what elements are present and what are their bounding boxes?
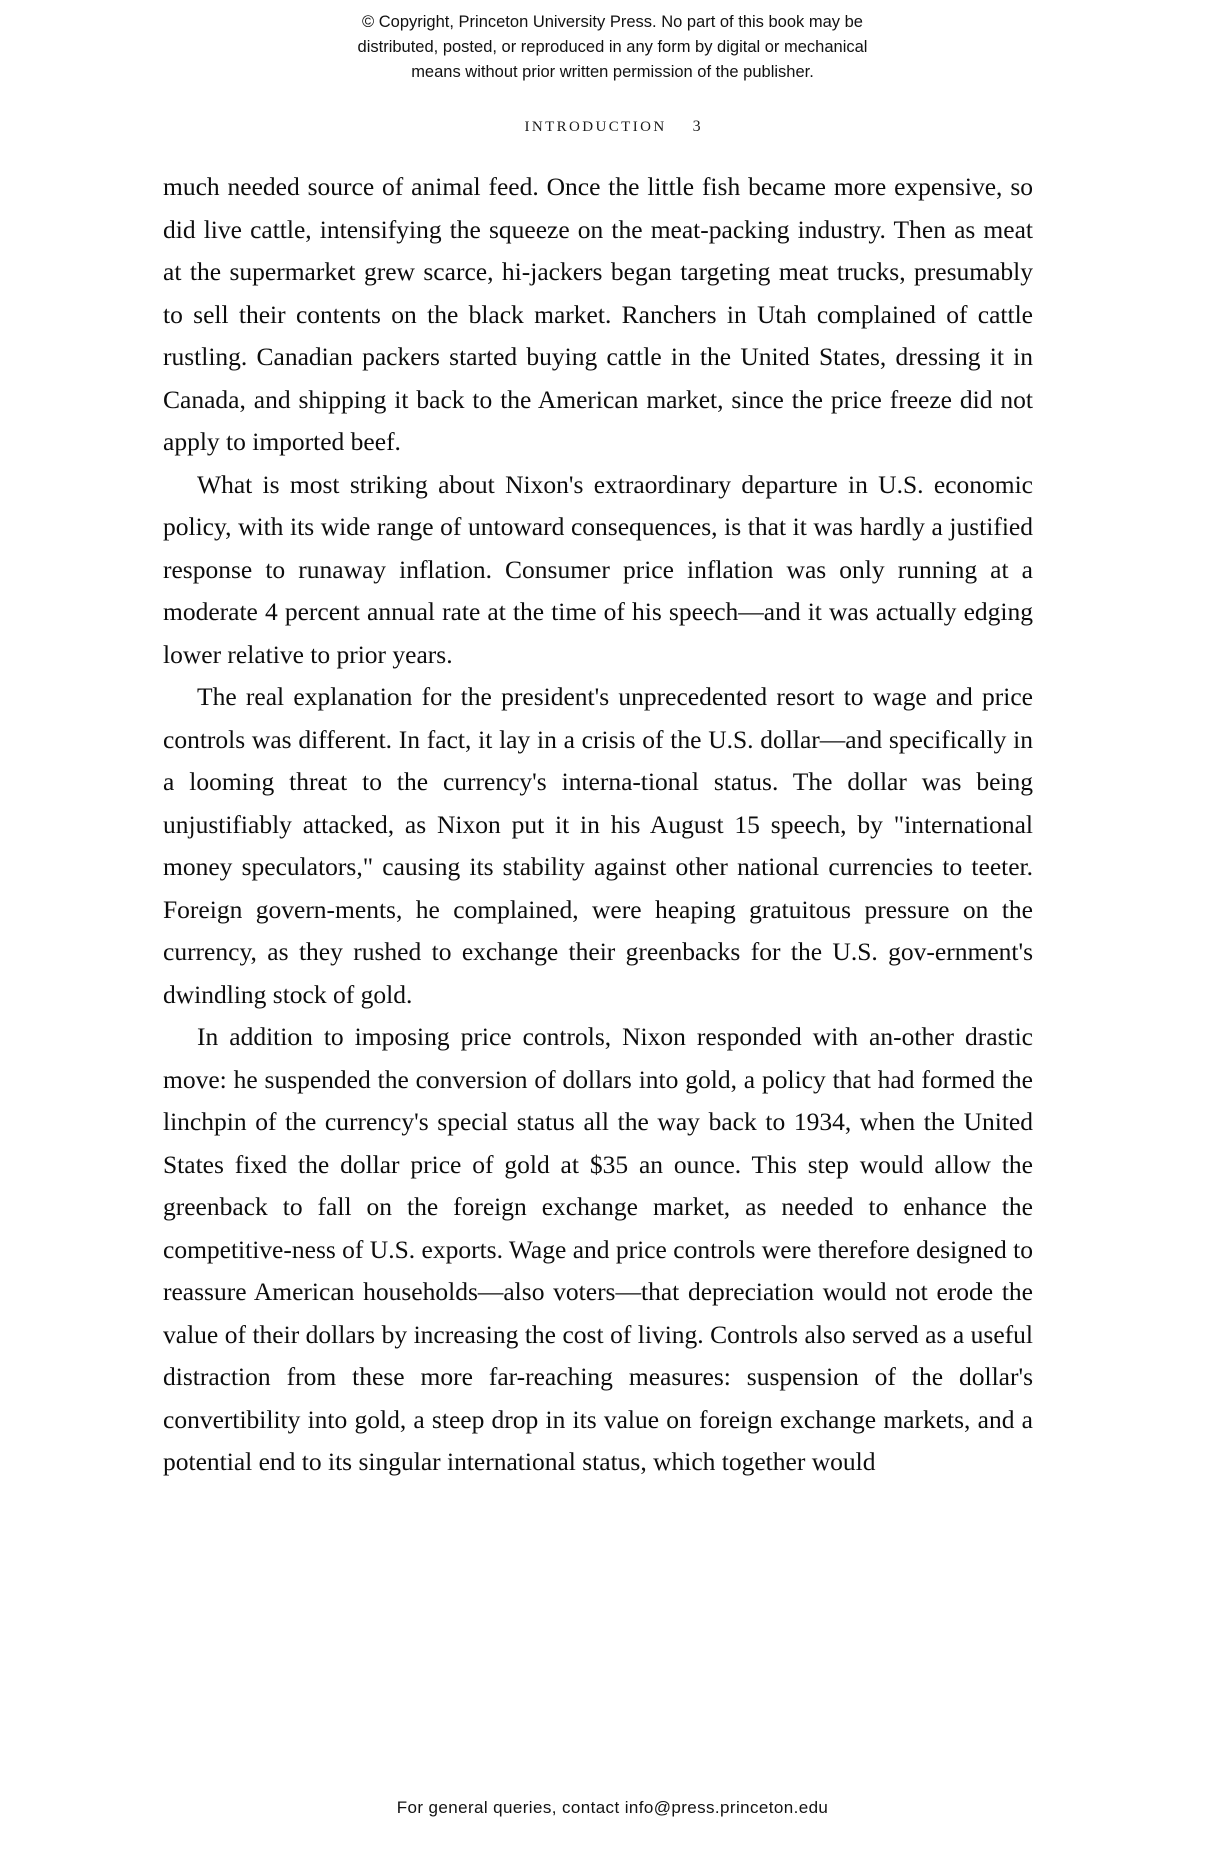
copyright-notice — [0, 10, 1225, 85]
paragraph-2: What is most striking about Nixon's extraordinary departure in U.S. economic policy, with its wide range of untoward consequences, is that it was hardly a justified response to runaway inflation. Consumer price inflation was only running at a moderate 4 percent annual rate at the time of his speech—and it was actually edging lower relative to prior years. — [163, 469, 1033, 669]
page-body — [163, 166, 1033, 1484]
paragraph-3: The real explanation for the president's unprecedented resort to wage and price controls was different. In fact, it lay in a crisis of the U.S. dollar—and specifically in a looming threat to the currency's interna-tional status. The dollar was being unjustifiably attacked, as Nixon put it in his August 15 speech, by "international money speculators," causing its stability against other national currencies to teeter. Foreign govern-ments, he complained, were heaping gratuitous pressure on the currency, as they rushed to exchange their greenbacks for the U.S. gov-ernment's dwindling stock of gold. — [163, 682, 1033, 1009]
page-number: 3 — [692, 118, 701, 135]
copyright-line-2: distributed, posted, or reproduced in any form by digital or mechanical — [357, 38, 868, 56]
running-head-chapter: INTRODUCTION — [524, 119, 667, 135]
paragraph-continuation: much needed source of animal feed. Once the little fish became more expensive, so did live cattle, intensifying the squeeze on the meat-packing industry. Then as meat at the supermarket grew scarce, hi-jackers began targeting meat trucks, presumably to sell their contents on the black market. Ranchers in Utah complained of cattle rustling. Canadian packers started buying cattle in the United States, dressing it in Canada, and shipping it back to the American market, since the price freeze did not apply to imported beef. — [163, 172, 1033, 456]
footer-note: For general queries, contact info@press.princeton.edu — [396, 1798, 829, 1817]
running-head — [0, 118, 1225, 136]
copyright-line-3: means without prior written permission of the publisher. — [411, 63, 814, 81]
paragraph-4: In addition to imposing price controls, Nixon responded with an-other drastic move: he suspended the conversion of dollars into gold, a policy that had formed the linchpin of the currency's special status all the way back to 1934, when the United States fixed the dollar price of gold at $35 an ounce. This step would allow the greenback to fall on the foreign exchange market, as needed to enhance the competitive-ness of U.S. exports. Wage and price controls were therefore designed to reassure American households—also voters—that depreciation would not erode the value of their dollars by increasing the cost of living. Controls also served as a useful distraction from these more far-reaching measures: suspension of the dollar's convertibility into gold, a steep drop in its value on foreign exchange markets, and a potential end to its singular international status, which together would — [163, 1022, 1033, 1476]
copyright-line-1: © Copyright, Princeton University Press. No part of this book may be — [362, 13, 863, 31]
